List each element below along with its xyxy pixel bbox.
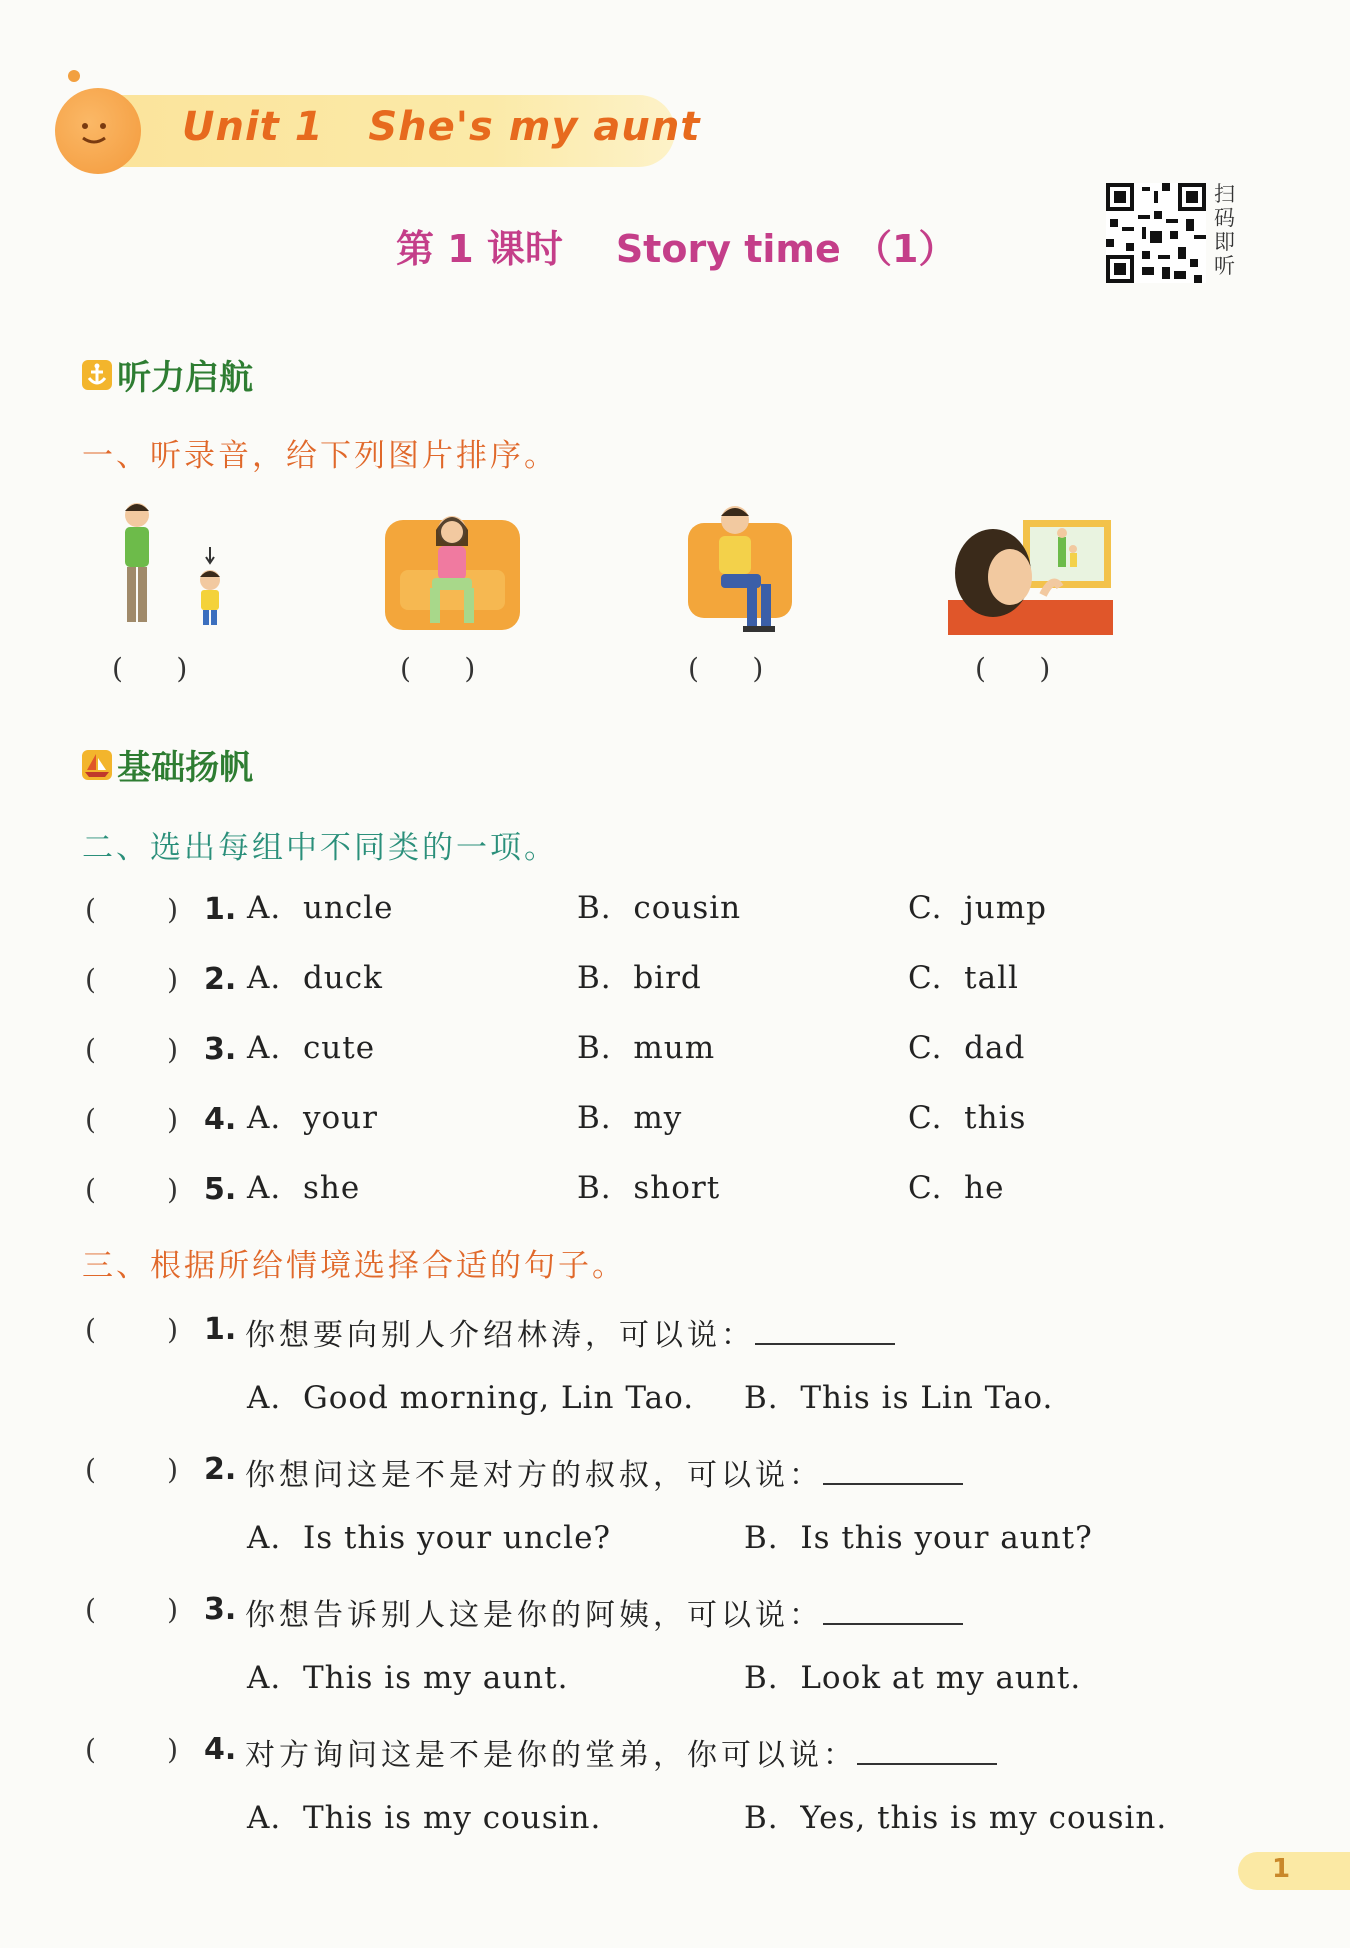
- q3-2-prompt-text: 你想问这是不是对方的叔叔，可以说：: [245, 1458, 823, 1493]
- picture-3-answer-blank[interactable]: ( ): [688, 652, 764, 685]
- q2-2-option-b: B. bird: [577, 960, 702, 996]
- unit-title: [182, 104, 700, 150]
- q3-3-fill-line[interactable]: [823, 1597, 963, 1625]
- q3-4-option-a: A. This is my cousin.: [247, 1800, 602, 1836]
- q3-1-number: 1.: [204, 1312, 237, 1347]
- picture-2-answer-blank[interactable]: ( ): [400, 652, 476, 685]
- q3-2-answer-blank[interactable]: ( ): [85, 1453, 179, 1486]
- q2-5-option-a: A. she: [247, 1170, 361, 1206]
- q3-1-prompt: [245, 1310, 895, 1354]
- q3-2-fill-line[interactable]: [823, 1457, 963, 1485]
- q3-3-answer-blank[interactable]: ( ): [85, 1593, 179, 1626]
- woman-on-sofa-picture: [380, 500, 525, 635]
- father-and-boy-picture: [92, 495, 242, 635]
- q2-3-option-a: A. cute: [247, 1030, 376, 1066]
- q2-1-answer-blank[interactable]: ( ): [85, 893, 179, 926]
- q3-4-prompt: [245, 1730, 997, 1774]
- q2-3-answer-blank[interactable]: ( ): [85, 1033, 179, 1066]
- smiling-sun-icon: [55, 88, 141, 174]
- q3-1-option-a: A. Good morning, Lin Tao.: [247, 1380, 695, 1416]
- man-on-sofa-picture: [685, 498, 795, 638]
- unit-name: She's my aunt: [368, 104, 701, 150]
- q2-2-number: 2.: [204, 962, 237, 997]
- q2-2-option-c: C. tall: [908, 960, 1019, 996]
- q2-4-option-a: A. your: [247, 1100, 378, 1136]
- q3-2-option-a: A. Is this your uncle?: [247, 1520, 612, 1556]
- sailboat-icon: [82, 750, 112, 780]
- basics-section-title: 基础扬帆: [117, 748, 254, 788]
- q3-1-answer-blank[interactable]: ( ): [85, 1313, 179, 1346]
- q2-heading: 二、选出每组中不同类的一项。: [82, 830, 558, 866]
- basics-section-header: [82, 740, 253, 789]
- q2-1-option-b: B. cousin: [577, 890, 742, 926]
- q3-4-prompt-text: 对方询问这是不是你的堂弟，你可以说：: [245, 1738, 857, 1773]
- q3-4-option-b: B. Yes, this is my cousin.: [744, 1800, 1168, 1836]
- q3-3-option-b: B. Look at my aunt.: [744, 1660, 1082, 1696]
- q3-4-answer-blank[interactable]: ( ): [85, 1733, 179, 1766]
- listening-section-header: [82, 350, 253, 399]
- q3-1-option-b: B. This is Lin Tao.: [744, 1380, 1054, 1416]
- q3-2-prompt: [245, 1450, 963, 1494]
- q2-3-number: 3.: [204, 1032, 237, 1067]
- q3-1-prompt-text: 你想要向别人介绍林涛，可以说：: [245, 1318, 755, 1353]
- q2-5-answer-blank[interactable]: ( ): [85, 1173, 179, 1206]
- anchor-icon: [82, 360, 112, 390]
- q3-3-number: 3.: [204, 1592, 237, 1627]
- q3-1-fill-line[interactable]: [755, 1317, 895, 1345]
- q3-heading: 三、根据所给情境选择合适的句子。: [82, 1248, 626, 1284]
- q3-2-number: 2.: [204, 1452, 237, 1487]
- q2-3-option-b: B. mum: [577, 1030, 716, 1066]
- page-number: 1: [1272, 1854, 1291, 1884]
- page-number-tab: [1238, 1852, 1350, 1890]
- q2-3-option-c: C. dad: [908, 1030, 1026, 1066]
- q2-1-option-a: A. uncle: [247, 890, 394, 926]
- q2-4-number: 4.: [204, 1102, 237, 1137]
- q2-4-option-c: C. this: [908, 1100, 1027, 1136]
- q1-heading: 一、听录音，给下列图片排序。: [82, 438, 558, 474]
- q2-1-option-c: C. jump: [908, 890, 1047, 926]
- qr-code-icon[interactable]: [1106, 183, 1206, 283]
- q3-4-fill-line[interactable]: [857, 1737, 997, 1765]
- sun-antenna-icon: [68, 70, 80, 82]
- picture-4-answer-blank[interactable]: ( ): [975, 652, 1051, 685]
- q3-3-prompt-text: 你想告诉别人这是你的阿姨，可以说：: [245, 1598, 823, 1633]
- qr-caption: 扫码即听: [1214, 182, 1235, 278]
- q2-5-number: 5.: [204, 1172, 237, 1207]
- listening-section-title: 听力启航: [117, 358, 254, 398]
- picture-1-answer-blank[interactable]: ( ): [112, 652, 188, 685]
- q3-2-option-b: B. Is this your aunt?: [744, 1520, 1093, 1556]
- q3-3-option-a: A. This is my aunt.: [247, 1660, 569, 1696]
- q2-4-answer-blank[interactable]: ( ): [85, 1103, 179, 1136]
- unit-label: Unit 1: [182, 104, 324, 150]
- q2-4-option-b: B. my: [577, 1100, 683, 1136]
- q2-1-number: 1.: [204, 892, 237, 927]
- q2-2-answer-blank[interactable]: ( ): [85, 963, 179, 996]
- q2-2-option-a: A. duck: [247, 960, 383, 996]
- q3-4-number: 4.: [204, 1732, 237, 1767]
- boy-looking-at-photo-picture: [948, 515, 1113, 635]
- q2-5-option-c: C. he: [908, 1170, 1005, 1206]
- q2-5-option-b: B. short: [577, 1170, 721, 1206]
- lesson-title: 第 1 课时 Story time （1）: [396, 227, 957, 271]
- q3-3-prompt: [245, 1590, 963, 1634]
